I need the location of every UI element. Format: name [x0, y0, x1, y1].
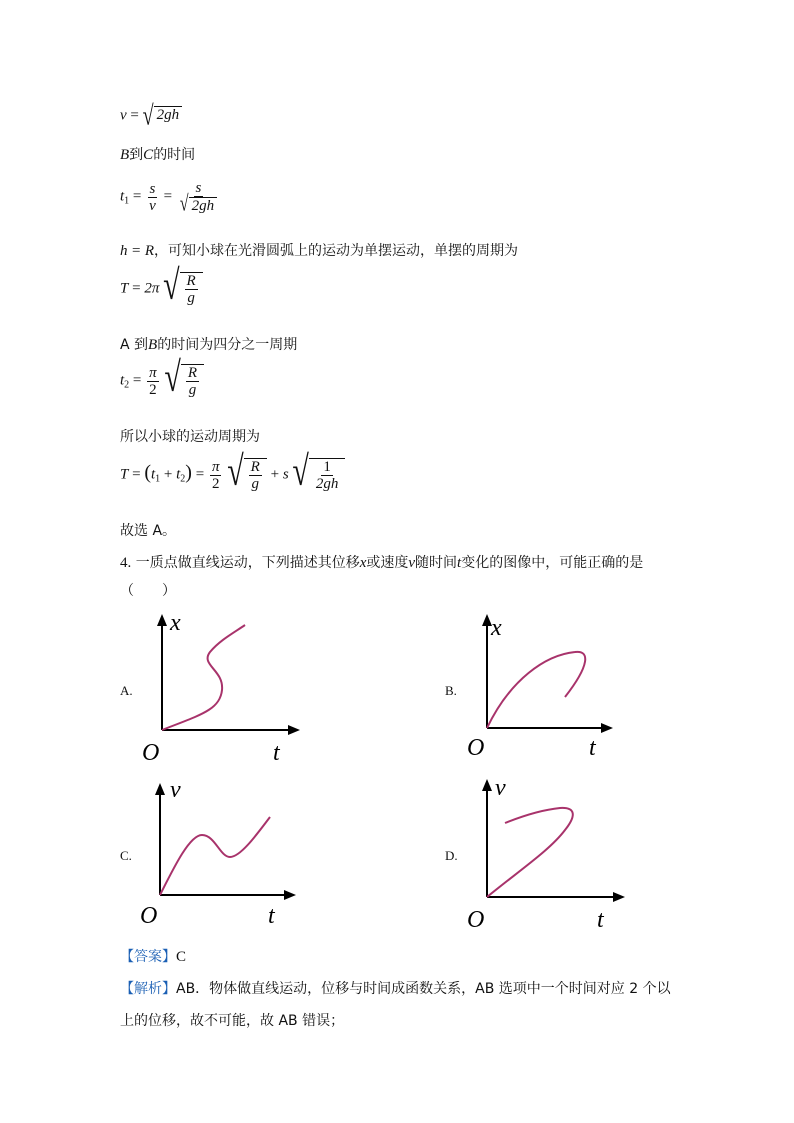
text-choose-a: 故选 A。 [120, 523, 177, 539]
y-axis-arrow [155, 783, 165, 795]
x-label: t [268, 903, 275, 929]
text-h-equals-r: h = R，可知小球在光滑圆弧上的运动为单摆运动，单摆的周期为 [120, 243, 519, 259]
text-so-period: 所以小球的运动周期为 [120, 429, 260, 445]
x-axis-arrow [288, 725, 300, 735]
graph-b [465, 610, 640, 770]
option-b-label: B. [445, 683, 457, 698]
option-c-label: C. [120, 848, 132, 863]
origin-label: O [467, 735, 485, 761]
analysis-tag: 【解析】 [120, 981, 176, 997]
curve [162, 625, 245, 730]
origin-label: O [142, 740, 160, 766]
text-a-to-b: A 到B的时间为四分之一周期 [120, 337, 298, 353]
y-label: x [170, 610, 181, 636]
y-label: x [491, 615, 502, 641]
analysis-line-2: 上的位移，故不可能，故 AB 错误； [120, 1013, 345, 1029]
equation-total-period: $T = (t_1 + t_2)$ = $\frac{\pi}{2}$ √ $\frac{R}{g}$ + s √ $\frac{1}{2gh}$ [120, 458, 345, 492]
option-d-label: D. [445, 848, 458, 863]
curve [487, 652, 585, 728]
curve [487, 808, 573, 897]
text-b-to-c: B到C的时间 [120, 147, 196, 163]
graph-c [140, 775, 315, 935]
equation-t2: $t_2$ = $\frac{\pi}{2}$ √ $\frac{R}{g}$ [120, 364, 204, 398]
question-4: 4. 一质点做直线运动，下列描述其位移x或速度v随时间t变化的图像中，可能正确的是 [120, 555, 644, 571]
x-label: t [273, 740, 280, 766]
analysis-line-1: 【解析】AB．物体做直线运动，位移与时间成函数关系，AB 选项中一个时间对应 2 个以 [120, 981, 671, 997]
answer-tag: 【答案】 [120, 949, 176, 965]
equation-period: T = 2π √ $\frac{R}{g}$ [120, 272, 203, 306]
graph-d [465, 775, 640, 935]
origin-label: O [140, 903, 158, 929]
option-a-label: A. [120, 683, 133, 698]
answer-value: C [176, 949, 187, 965]
graph-a [140, 610, 315, 770]
equation-t1: $t_1$ = $\frac{s}{v}$ = s √ 2gh [120, 180, 221, 214]
y-label: v [495, 775, 506, 801]
equation-v: v = √ 2gh [120, 106, 182, 126]
curve [160, 817, 270, 895]
question-blank: （ ） [120, 583, 176, 599]
answer-line [120, 946, 186, 966]
x-axis-arrow [601, 723, 613, 733]
y-label: v [170, 777, 181, 803]
y-axis-arrow [157, 614, 167, 626]
x-axis-arrow [613, 892, 625, 902]
x-label: t [597, 907, 604, 933]
origin-label: O [467, 907, 485, 933]
x-axis-arrow [284, 890, 296, 900]
x-label: t [589, 735, 596, 761]
y-axis-arrow [482, 779, 492, 791]
